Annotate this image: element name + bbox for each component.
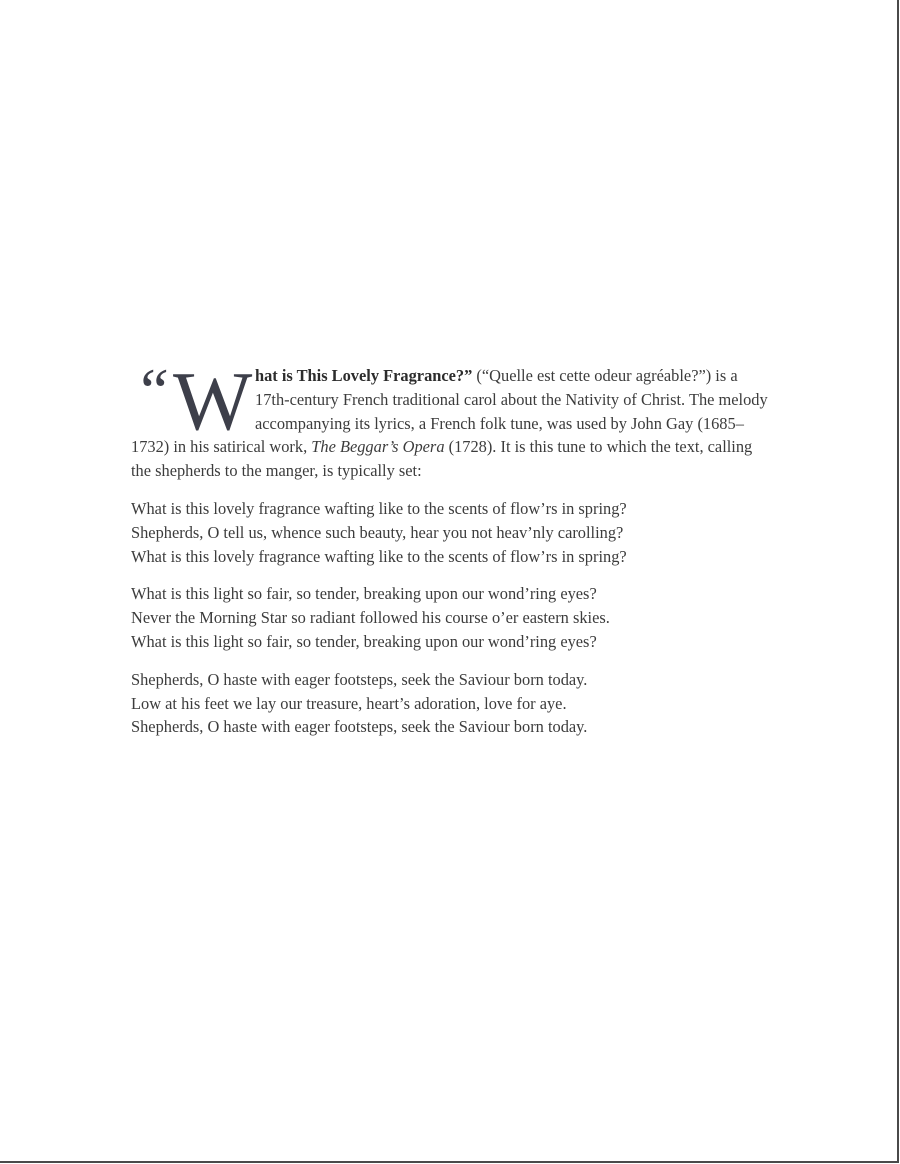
drop-cap: [131, 355, 255, 448]
article-body: [131, 355, 771, 739]
drop-cap-quote-mark: “: [134, 355, 170, 426]
drop-cap-letter: W: [173, 355, 253, 448]
stanza-line: What is this light so fair, so tender, breaking upon our wond’ring eyes?: [131, 584, 597, 604]
stanza-line: Shepherds, O haste with eager footsteps, seek the Saviour born today.: [131, 669, 588, 689]
stanza-1: [131, 497, 771, 568]
intro-text-part-1: (“Quelle est cette odeur agréable?”) is a 17th-century French traditional carol about the Nativity of Christ. The melody accompanying its lyrics, a French folk tune, was used by John Gay (1685–1732) in his satirical work,: [131, 366, 768, 457]
stanza-line: Shepherds, O tell us, whence such beauty, hear you not heav’nly carolling?: [131, 522, 624, 542]
stanza-line: Shepherds, O haste with eager footsteps, seek the Saviour born today.: [131, 717, 588, 737]
stanza-3: [131, 668, 771, 739]
stanza-line: What is this lovely fragrance wafting like to the scents of flow’rs in spring?: [131, 546, 627, 566]
stanza-line: What is this lovely fragrance wafting like to the scents of flow’rs in spring?: [131, 498, 627, 518]
work-title: The Beggar’s Opera: [311, 437, 445, 457]
intro-text-part-2: (1728). It is this tune to which the text, calling the shepherds to the manger, is typically set:: [131, 437, 753, 481]
stanza-2: [131, 582, 771, 653]
stanza-line: Never the Morning Star so radiant followed his course o’er eastern skies.: [131, 608, 610, 628]
stanza-line: What is this light so fair, so tender, breaking upon our wond’ring eyes?: [131, 631, 597, 651]
stanza-line: Low at his feet we lay our treasure, heart’s adoration, love for aye.: [131, 693, 567, 713]
intro-paragraph: [131, 355, 771, 483]
carol-title: hat is This Lovely Fragrance?”: [255, 366, 473, 385]
